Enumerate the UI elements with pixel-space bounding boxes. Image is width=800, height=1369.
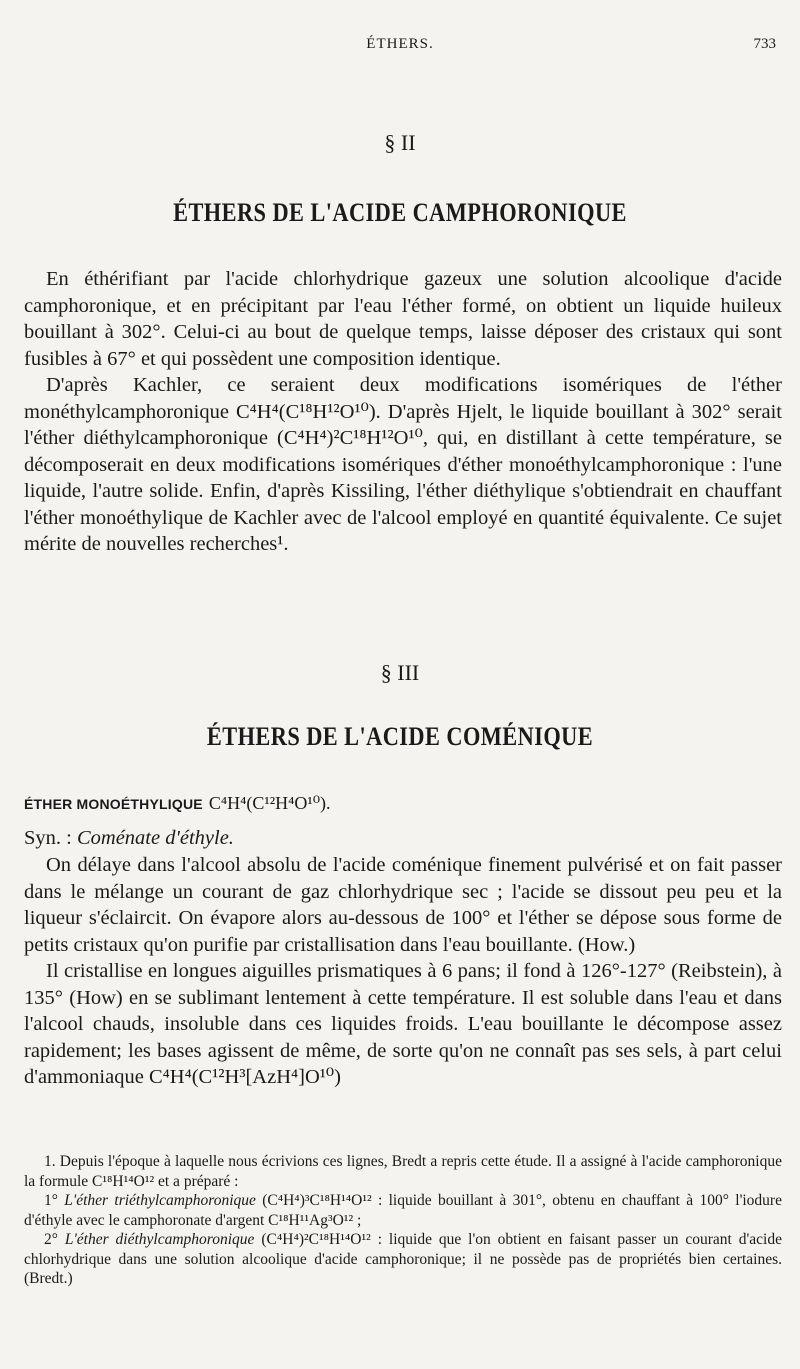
footnote-item-name: L'éther triéthylcamphoronique [64, 1192, 256, 1209]
paragraph: D'après Kachler, ce seraient deux modifications isomériques de l'éther monéthylcamphoronique C⁴H⁴(C¹⁸H¹²O¹⁰). D'après Hjelt, le liquide bouillant à 302° serait l'éther diéthylcamphoronique (C⁴H⁴)²C¹⁸H¹²O¹⁰, qui, en distillant à cette température, se décomposerait en deux modifications isomériques d'éther monoéthylcamphoronique : l'une liquide, l'autre solide. Enfin, d'après Kissiling, l'éther diéthylique s'obtiendrait en chauffant l'éther monoéthylique de Kachler avec de l'alcool employé en quantité équivalente. Ce sujet mérite de nouvelles recherches¹. [24, 374, 782, 555]
footnotes [24, 1152, 782, 1289]
sub-heading-caps: ÉTHER MONOÉTHYLIQUE [24, 796, 203, 812]
section-2-body [24, 266, 782, 558]
footnote-1: 1. Depuis l'époque à laquelle nous écrivions ces lignes, Bredt a repris cette étude. Il a assigné à l'acide camphoronique la formule C¹⁸H¹⁴O¹² et a préparé : [24, 1153, 782, 1190]
running-head [0, 32, 800, 62]
footnote-item-text: (C⁴H⁴)³C¹⁸H¹⁴O¹² : liquide bouillant à 301°, obtenu en chauffant à 100° l'iodure d'éthyle avec le camphoronate d'argent C¹⁸H¹¹Ag³O¹² ; [24, 1192, 782, 1229]
section-mark-3: § III [380, 660, 420, 685]
syn-label: Syn. : [24, 827, 72, 849]
footnote-1-item-2 [24, 1230, 782, 1289]
footnote-item-name: L'éther diéthylcamphoronique [64, 1231, 255, 1248]
footnote-1-item-1 [24, 1191, 782, 1230]
syn-value: Coménate d'éthyle. [76, 827, 234, 849]
paragraph: On délaye dans l'alcool absolu de l'acide coménique finement pulvérisé et on fait passer dans le mélange un courant de gaz chlorhydrique sec ; l'acide se dissout peu peu et la liqueur s'éclaircit. On évapore alors au-dessous de 100° et l'éther se dépose sous forme de petits cristaux qu'on purifie par cristallisation dans l'eau bouillante. (How.) [24, 854, 782, 956]
paragraph: En éthérifiant par l'acide chlorhydrique gazeux une solution alcoolique d'acide camphoronique, et en précipitant par l'eau l'éther formé, on obtient un liquide huileux bouillant à 302°. Celui-ci au bout de quelque temps, laisse déposer des cristaux qui sont fusibles à 67° et qui possèdent une composition identique. [24, 268, 782, 370]
footnote-item-text: (C⁴H⁴)²C¹⁸H¹⁴O¹² : liquide que l'on obtient en faisant passer un courant d'acide chlorhydrique dans une solution alcoolique d'acide camphoronique; il ne possède pas de propriétés bien certaines. (Bredt.) [24, 1231, 782, 1287]
footnote-item-number: 1° [44, 1192, 65, 1209]
section-title-2: ÉTHERS DE L'ACIDE CAMPHORONIQUE [173, 198, 627, 227]
footnote-item-number: 2° [44, 1231, 65, 1248]
page-number: 733 [753, 36, 776, 52]
section-title-3: ÉTHERS DE L'ACIDE COMÉNIQUE [206, 722, 594, 751]
sub-heading [24, 790, 782, 817]
section-mark-2: § II [384, 130, 416, 155]
synonym-line [24, 825, 782, 851]
sub-heading-formula: C⁴H⁴(C¹²H⁴O¹⁰). [208, 793, 331, 813]
section-3-body [24, 852, 782, 1091]
running-head-title: ÉTHERS. [366, 36, 434, 52]
paragraph: Il cristallise en longues aiguilles prismatiques à 6 pans; il fond à 126°-127° (Reibstein), à 135° (How) en se sublimant lentement à cette température. Il est soluble dans l'eau et dans l'alcool chauds, insoluble dans ces liquides froids. L'eau bouillante le décompose assez rapidement; les bases agissent de même, de sorte qu'on ne connaît pas ses sels, à part celui d'ammoniaque C⁴H⁴(C¹²H³[AzH⁴]O¹⁰) [24, 960, 782, 1088]
